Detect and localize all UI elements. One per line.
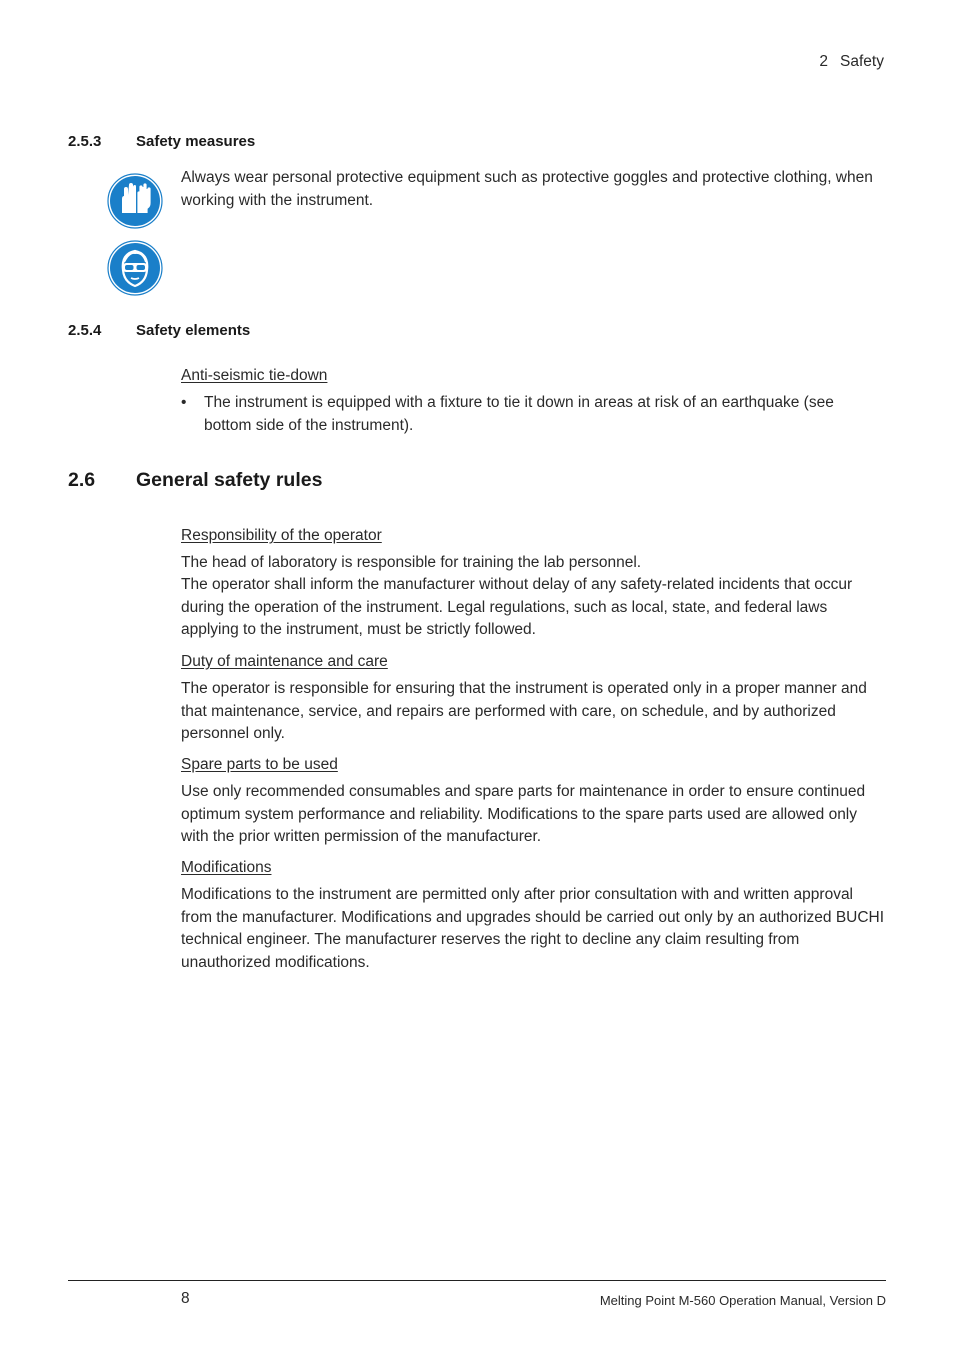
protective-goggles-icon	[107, 240, 163, 296]
protective-gloves-icon	[107, 173, 163, 229]
page-number: 8	[181, 1290, 190, 1307]
paragraph: Modifications to the instrument are permitted only after prior consultation with and written approval from the manufacturer. Modifications and upgrades should be carried out only by an authorized BUCHI technical engineer. The manufacturer reserves the right to decline any claim resulting from unauthorized modifications.	[181, 886, 885, 971]
section-title: Safety measures	[136, 133, 256, 150]
subheading-maintenance: Duty of maintenance and care	[181, 653, 388, 670]
running-header	[819, 53, 884, 71]
section-number: 2.5.3	[68, 133, 102, 150]
paragraph: The operator shall inform the manufacturer without delay of any safety-related incidents that occur during the operation of the instrument. Legal regulations, such as local, state, and federal laws applying to the instrument, must be strictly followed.	[181, 576, 853, 638]
footer-divider	[68, 1280, 886, 1281]
footer-document-title: Melting Point M-560 Operation Manual, Version D	[599, 1293, 886, 1308]
chapter-title: Safety	[840, 53, 884, 70]
section-title: General safety rules	[136, 469, 323, 491]
paragraph: The operator is responsible for ensuring that the instrument is operated only in a proper manner and that maintenance, service, and repairs are performed with care, on schedule, and by authorized personnel only.	[181, 680, 867, 742]
section-number: 2.6	[68, 469, 96, 491]
safety-measures-text: Always wear personal protective equipment such as protective goggles and protective clothing, when working with the instrument.	[181, 169, 873, 209]
section-title: Safety elements	[136, 322, 251, 339]
section-heading-2-5-4	[68, 322, 468, 342]
bullet-marker: •	[181, 394, 187, 411]
subheading-responsibility: Responsibility of the operator	[181, 527, 382, 544]
chapter-number: 2	[819, 53, 829, 70]
paragraph: The head of laboratory is responsible for training the lab personnel.	[181, 554, 642, 571]
bullet-item	[181, 392, 861, 437]
subheading-anti-seismic: Anti-seismic tie-down	[181, 367, 328, 384]
section-heading-2-6	[68, 469, 568, 495]
bullet-text: The instrument is equipped with a fixture to tie it down in areas at risk of an earthquake (see bottom side of the instrument).	[204, 394, 834, 434]
paragraph: Use only recommended consumables and spare parts for maintenance in order to ensure continued optimum system performance and reliability. Modifications to the spare parts used are allowed only with the prior written permission of the manufacturer.	[181, 783, 866, 845]
section-number: 2.5.4	[68, 322, 102, 339]
subheading-modifications: Modifications	[181, 859, 272, 876]
section-heading-2-5-3	[68, 133, 468, 153]
subheading-spare-parts: Spare parts to be used	[181, 756, 338, 773]
